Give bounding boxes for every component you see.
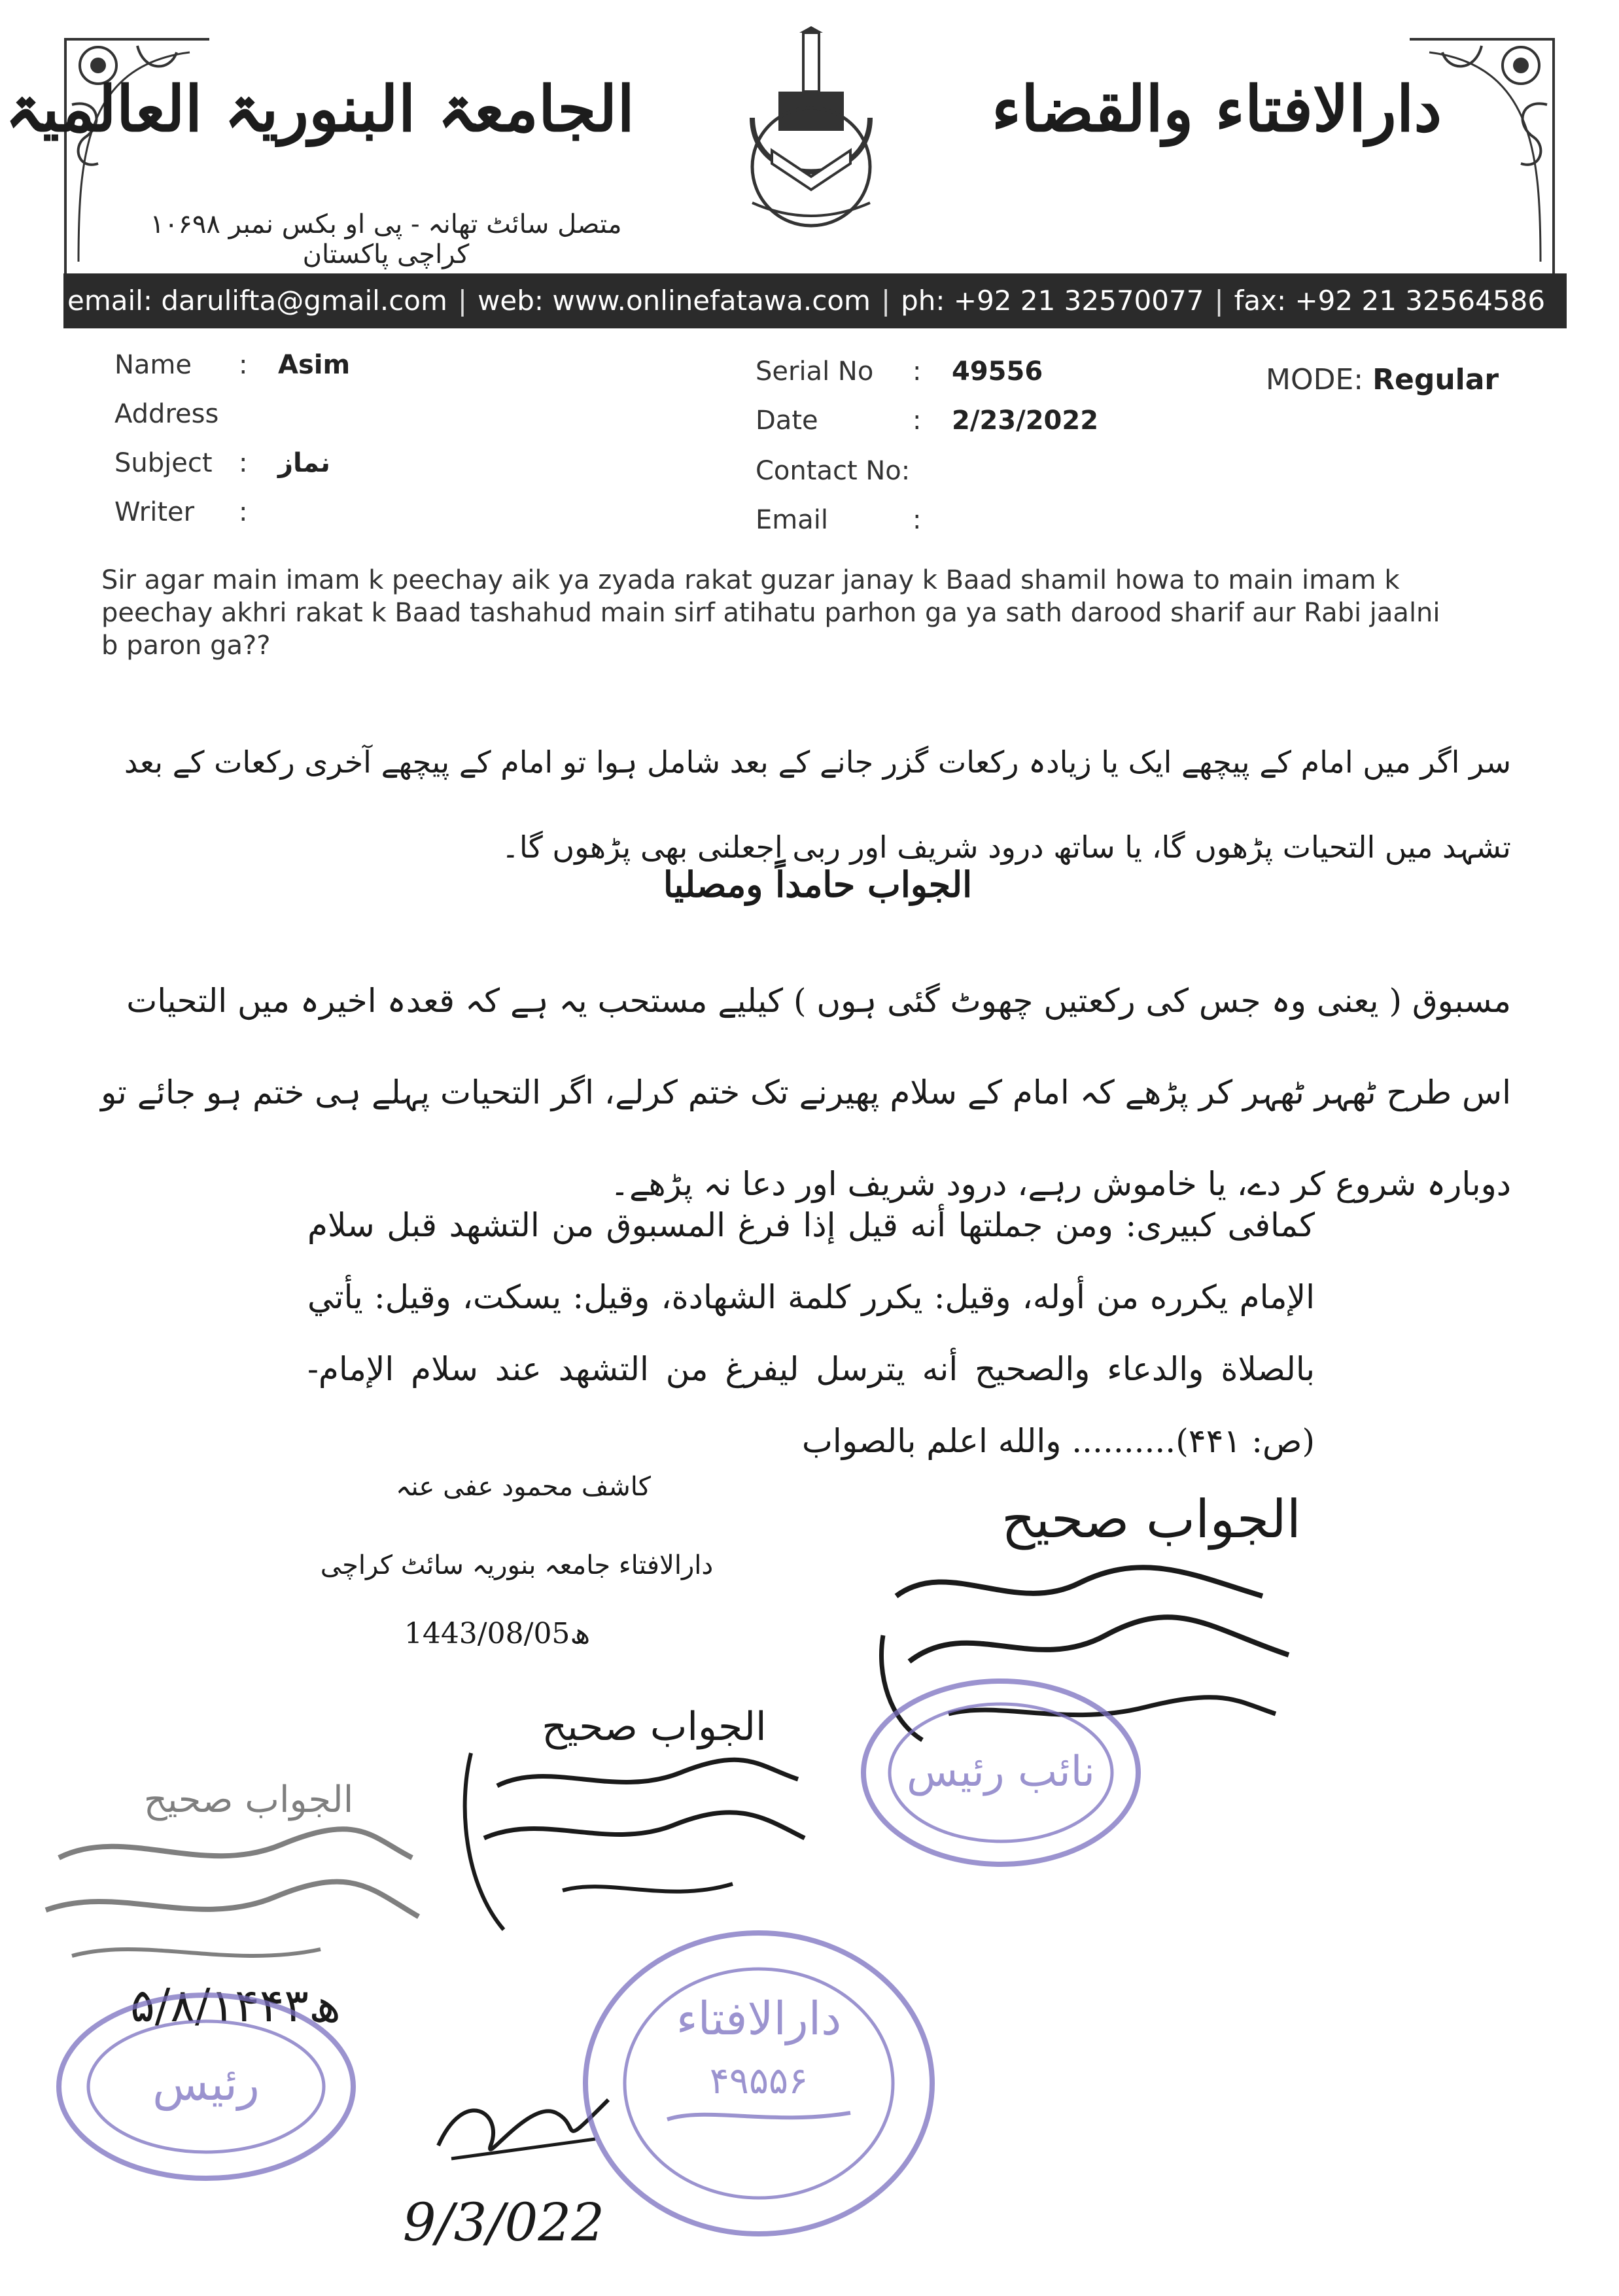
arabic-reference: کمافی کبیری: ومن جملتها أنه قيل إذا فرغ المسبوق من التشهد قبل سلام الإمام يكرره من أوله، وقيل: يكرر كلمة الشهادة، وقيل: يسكت، وقيل: يأتي بالصلاة والدعاء والصحيح أنه يترسل ليفرغ من التشهد عند سلام الإمام- (ص: ۴۴۱).......... والله اعلم بالصواب [307, 1206, 1315, 1460]
separator: | [1214, 285, 1224, 317]
writer-label: Writer [114, 497, 195, 527]
question-urdu: سر اگر میں امام کے پیچھے ایک یا زیادہ رکعات گزر جانے کے بعد شامل ہوا تو امام کے پیچھے آخری رکعات کے بعد تشہد میں التحیات پڑھوں گا، یا ساتھ درود شریف اور ربی اجعلنی بھی پڑھوں گا۔ [124, 744, 1511, 865]
colon: : [913, 406, 922, 436]
endorse-text: الجواب صحیح [1001, 1489, 1301, 1550]
contact-fax: fax: +92 21 32564586 [1234, 285, 1546, 317]
subject-label: Subject [114, 448, 213, 478]
name-label: Name [114, 350, 192, 380]
name-field [114, 350, 350, 380]
serial-label: Serial No [756, 357, 874, 387]
serial-field [756, 357, 1043, 387]
stamp-text: رئیس [152, 2057, 260, 2111]
serial-value: 49556 [952, 357, 1043, 387]
subject-field [114, 448, 330, 478]
contact-label: Contact No: [756, 456, 911, 486]
address-field [114, 399, 278, 429]
stamp-darul-ifta [576, 1923, 942, 2244]
date-label: Date [756, 406, 818, 436]
mode-field [1266, 363, 1499, 396]
endorse-text: الجواب صحیح [542, 1704, 767, 1750]
stamp-rais [52, 1989, 360, 2185]
date-value: 2/23/2022 [952, 406, 1099, 436]
institute-name: الجامعۃ البنوریۃ العالمیۃ [5, 72, 635, 146]
name-value: Asim [278, 350, 351, 380]
department-name: دارالافتاء والقضاء [991, 72, 1442, 146]
email-label: Email [756, 505, 828, 535]
stamp-text: دارالافتاء [676, 1992, 842, 2045]
colon: : [913, 505, 922, 535]
email-field [756, 505, 952, 535]
separator: | [880, 285, 891, 317]
separator: | [457, 285, 468, 317]
writer-field [114, 497, 278, 527]
date-field [756, 406, 1098, 436]
question-english: Sir agar main imam k peechay aik ya zyada rakat guzar janay k Baad shamil howa to main imam k peechay akhri rakat k Baad tashahud main sirf atihatu parhon ga ya sath darood sharif aur Rabi jaalni b paron ga?? [101, 565, 1440, 661]
colon: : [239, 350, 248, 380]
address-label: Address [114, 399, 219, 429]
hand-date-greg: 9/3/022 [402, 2192, 605, 2253]
contact-email: email: darulifta@gmail.com [67, 285, 447, 317]
subject-value: نماز [278, 448, 330, 478]
ornamental-border-right [1403, 26, 1560, 288]
hand-date: ۵/۸/۱۴۴۳ھ [130, 1979, 341, 2032]
colon: : [239, 448, 248, 478]
mode-label: MODE: [1266, 363, 1364, 396]
contact-phone: ph: +92 21 32570077 [901, 285, 1204, 317]
handwritten-endorsement-center [458, 1688, 824, 1949]
endorse-text: الجواب صحیح [143, 1779, 354, 1821]
contact-web: web: www.onlinefatawa.com [478, 285, 871, 317]
contact-field [756, 456, 910, 486]
institute-address: متصل سائٹ تھانہ - پی او بکس نمبر ۱۰۶۹۸ کراچی پاکستان [150, 209, 622, 270]
handwritten-endorsement-left [33, 1760, 425, 1975]
stamp-naib-rais [857, 1675, 1145, 1871]
writer-signature-name: کاشف محمود عفی عنہ [396, 1472, 651, 1502]
colon: : [913, 357, 922, 387]
institute-logo [726, 26, 896, 235]
answer-urdu: مسبوق ( یعنی وہ جس کی رکعتیں چھوٹ گئی ہوں ) کیلیے مستحب یہ ہے کہ قعدہ اخیرہ میں التحیات اس طرح ٹھہر ٹھہر کر پڑھے کہ امام کے سلام پھیرنے تک ختم کرلے، اگر التحیات پہلے ہی ختم ہو جائے تو دوبارہ شروع کر دے، یا خاموش رہے، درود شریف اور دعا نہ پڑھے۔ [101, 982, 1511, 1203]
stamp-number: ۴۹۵۵۶ [709, 2060, 809, 2102]
stamp-text: نائب رئیس [907, 1748, 1095, 1796]
contact-bar [63, 273, 1567, 328]
answer-heading: الجواب حامداً ومصلیا [663, 863, 973, 905]
hijri-date: 1443/08/05ھ [404, 1617, 591, 1650]
writer-institution: دارالافتاء جامعہ بنوریہ سائٹ کراچی [320, 1550, 714, 1580]
colon: : [239, 497, 248, 527]
mode-value: Regular [1372, 363, 1499, 396]
